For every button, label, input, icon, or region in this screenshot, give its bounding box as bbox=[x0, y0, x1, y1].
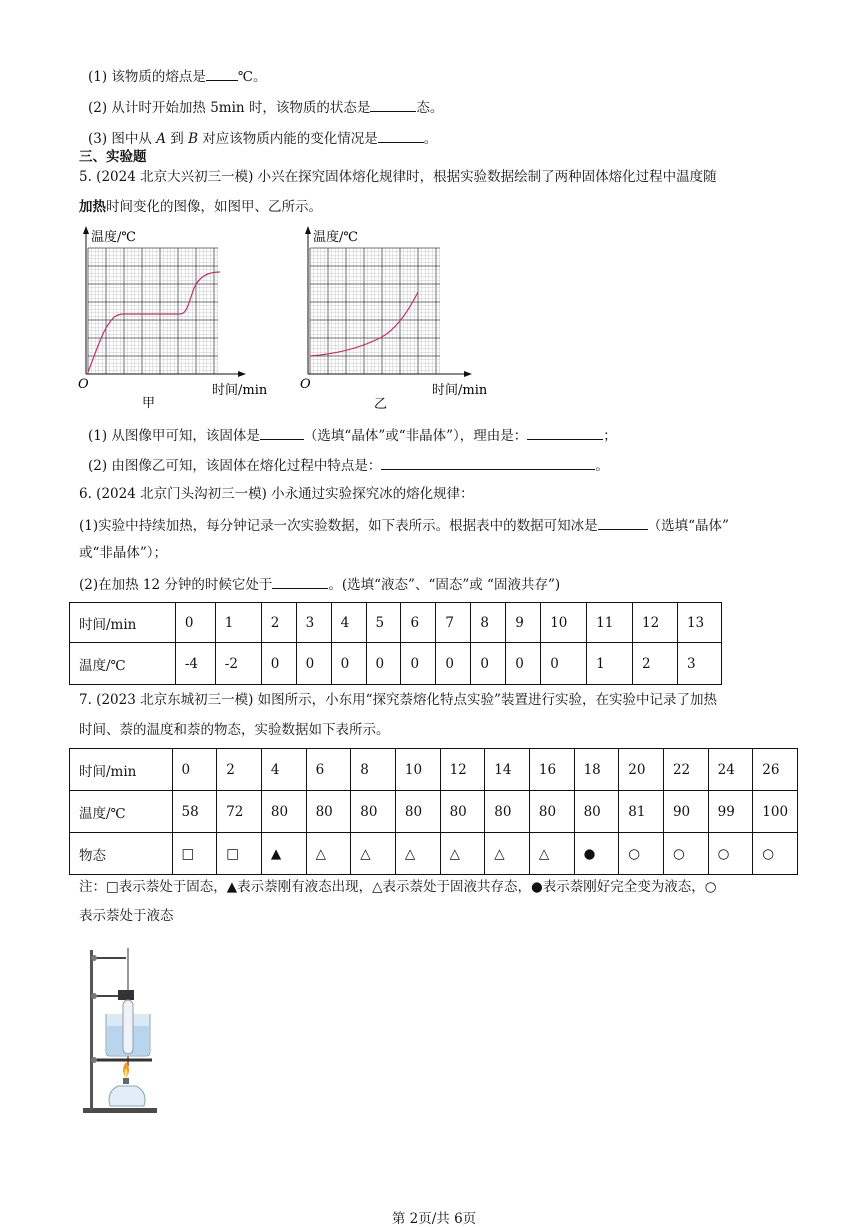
q6-line3: 或“非晶体”）； bbox=[79, 545, 168, 561]
table-cell: 0 bbox=[175, 603, 215, 643]
q7-line1: 7. (2023 北京东城初三一模) 如图所示，小东用“探究萘熔化特点实验”装置进行实验，在实验中记录了加热 bbox=[79, 692, 717, 708]
prev-q3-post: 。 bbox=[423, 131, 438, 147]
table-cell: 6 bbox=[306, 749, 351, 791]
table-cell: 3 bbox=[296, 603, 331, 643]
grid bbox=[310, 248, 440, 374]
prev-q3-mid1: 到 bbox=[165, 131, 189, 147]
x-axis-arrow bbox=[464, 371, 472, 377]
table-cell: 5 bbox=[366, 603, 401, 643]
q5-sub2-post: 。 bbox=[595, 458, 609, 474]
x-axis-arrow bbox=[238, 371, 246, 377]
table-cell: ○ bbox=[708, 833, 753, 875]
prev-q2 bbox=[88, 97, 443, 117]
table-cell: 0 bbox=[331, 643, 366, 685]
clamp-screw-mid bbox=[91, 993, 97, 999]
table-cell: 20 bbox=[619, 749, 664, 791]
point-a: A bbox=[156, 131, 166, 147]
table-cell: 24 bbox=[708, 749, 753, 791]
prev-q3 bbox=[88, 128, 437, 148]
table-cell: 0 bbox=[541, 643, 587, 685]
table-cell: 18 bbox=[574, 749, 619, 791]
table-cell: 72 bbox=[217, 791, 262, 833]
answer-blank bbox=[598, 515, 648, 530]
table-row bbox=[70, 791, 798, 833]
graph-jia-svg bbox=[74, 224, 274, 414]
table-cell: 100 bbox=[753, 791, 798, 833]
table-cell: 11 bbox=[587, 603, 633, 643]
table-cell: 12 bbox=[633, 603, 678, 643]
prev-q2-post: 态。 bbox=[416, 100, 444, 116]
table-cell: 温度/℃ bbox=[70, 791, 173, 833]
table-cell: 81 bbox=[619, 791, 664, 833]
table-cell: 0 bbox=[296, 643, 331, 685]
lamp-wick bbox=[123, 1078, 129, 1084]
ice-data-table bbox=[69, 602, 722, 685]
q5-sub1-pre: (1) 从图像甲可知，该固体是 bbox=[88, 428, 260, 444]
graph-yi bbox=[296, 224, 506, 414]
table-cell: △ bbox=[306, 833, 351, 875]
table-cell: 4 bbox=[331, 603, 366, 643]
grid bbox=[88, 248, 218, 374]
table-cell: 物态 bbox=[70, 833, 173, 875]
y-axis-arrow bbox=[305, 226, 311, 234]
prev-q3-mid2: 对应该物质内能的变化情况是 bbox=[197, 131, 378, 147]
q5-sub2-pre: (2) 由图像乙可知，该固体在熔化过程中特点是： bbox=[88, 458, 382, 474]
origin-label: O bbox=[300, 377, 311, 392]
table-cell: 14 bbox=[485, 749, 530, 791]
y-axis-arrow bbox=[83, 226, 89, 234]
table-row bbox=[70, 643, 722, 685]
table-cell: 80 bbox=[440, 791, 485, 833]
table-cell: △ bbox=[395, 833, 440, 875]
x-axis-label: 时间/min bbox=[212, 383, 268, 398]
graph-jia bbox=[74, 224, 274, 414]
q6-line2 bbox=[79, 515, 729, 535]
table-cell: 0 bbox=[471, 643, 506, 685]
table-cell: 时间/min bbox=[70, 603, 176, 643]
prev-q2-pre: (2) 从计时开始加热 5min 时，该物质的状态是 bbox=[88, 100, 371, 116]
table-cell: 0 bbox=[366, 643, 401, 685]
clamp-screw-top bbox=[91, 955, 97, 961]
table-cell: 4 bbox=[261, 749, 306, 791]
table-cell: 80 bbox=[395, 791, 440, 833]
test-tube bbox=[123, 1000, 133, 1054]
q5-sub1 bbox=[88, 425, 617, 445]
y-axis-label: 温度/℃ bbox=[313, 230, 358, 245]
table-cell: 22 bbox=[663, 749, 708, 791]
clamp-screw-low bbox=[91, 1057, 97, 1063]
table-cell: 10 bbox=[395, 749, 440, 791]
table-cell: 10 bbox=[541, 603, 587, 643]
q5-line2 bbox=[79, 198, 322, 216]
table-cell: 80 bbox=[529, 791, 574, 833]
table-cell: 13 bbox=[677, 603, 721, 643]
apparatus-svg bbox=[80, 946, 170, 1118]
origin-label: O bbox=[78, 377, 89, 392]
prev-q3-pre: (3) 图中从 bbox=[88, 131, 157, 147]
table-cell: ○ bbox=[619, 833, 664, 875]
table-cell: ○ bbox=[753, 833, 798, 875]
q5-line2-bold: 加热 bbox=[79, 199, 106, 215]
answer-blank bbox=[378, 128, 424, 143]
answer-blank bbox=[527, 425, 603, 440]
alcohol-lamp bbox=[109, 1086, 145, 1106]
q5-sub1-post: ； bbox=[603, 428, 617, 444]
table-cell: 0 bbox=[436, 643, 471, 685]
table-cell: 2 bbox=[217, 749, 262, 791]
table-cell: ▲ bbox=[261, 833, 306, 875]
q7-note2: 表示萘处于液态 bbox=[79, 908, 174, 924]
answer-blank bbox=[260, 425, 304, 440]
table-cell: △ bbox=[529, 833, 574, 875]
table-cell: 16 bbox=[529, 749, 574, 791]
table-cell: ● bbox=[574, 833, 619, 875]
q5-sub1-mid: （选填“晶体”或“非晶体”），理由是： bbox=[303, 428, 528, 444]
table-cell: 2 bbox=[261, 603, 296, 643]
stand-base bbox=[83, 1108, 157, 1113]
table-cell: 0 bbox=[261, 643, 296, 685]
table-cell: 80 bbox=[574, 791, 619, 833]
graph-yi-svg bbox=[296, 224, 506, 414]
answer-blank bbox=[370, 97, 416, 112]
table-cell: 0 bbox=[172, 749, 217, 791]
prev-q1 bbox=[88, 66, 267, 86]
table-row bbox=[70, 833, 798, 875]
q6-line2-pre: (1)实验中持续加热，每分钟记录一次实验数据，如下表所示。根据表中的数据可知冰是 bbox=[79, 518, 598, 534]
table-cell: 6 bbox=[401, 603, 436, 643]
table-cell: 8 bbox=[471, 603, 506, 643]
table-cell: ○ bbox=[663, 833, 708, 875]
table-cell: -2 bbox=[215, 643, 261, 685]
table-cell: 99 bbox=[708, 791, 753, 833]
table-cell: 8 bbox=[351, 749, 396, 791]
prev-q1-post: ℃。 bbox=[237, 69, 267, 85]
answer-blank bbox=[272, 574, 328, 589]
answer-blank bbox=[206, 66, 238, 81]
table-cell: △ bbox=[440, 833, 485, 875]
graph-caption: 甲 bbox=[142, 396, 156, 411]
table-cell: 58 bbox=[172, 791, 217, 833]
graph-caption: 乙 bbox=[374, 397, 388, 412]
table-cell: 9 bbox=[506, 603, 541, 643]
table-cell: △ bbox=[351, 833, 396, 875]
apparatus-figure bbox=[80, 946, 170, 1118]
answer-blank bbox=[381, 455, 595, 470]
q5-line1: 5. (2024 北京大兴初三一模) 小兴在探究固体熔化规律时，根据实验数据绘制了两种固体熔化过程中温度随 bbox=[79, 169, 717, 185]
table-cell: △ bbox=[485, 833, 530, 875]
point-b: B bbox=[188, 131, 198, 147]
table-cell: 1 bbox=[587, 643, 633, 685]
tube-holder bbox=[118, 990, 134, 1000]
melting-curve bbox=[88, 272, 220, 372]
table-cell: □ bbox=[217, 833, 262, 875]
table-cell: 0 bbox=[506, 643, 541, 685]
stand-rod bbox=[90, 950, 93, 1110]
q6-line1: 6. (2024 北京门头沟初三一模) 小永通过实验探究冰的熔化规律： bbox=[79, 486, 474, 502]
table-cell: 26 bbox=[753, 749, 798, 791]
table-row bbox=[70, 749, 798, 791]
table-cell: 时间/min bbox=[70, 749, 173, 791]
table-cell: □ bbox=[172, 833, 217, 875]
prev-q1-pre: (1) 该物质的熔点是 bbox=[88, 69, 206, 85]
section-title: 三、实验题 bbox=[79, 149, 147, 165]
table-cell: 12 bbox=[440, 749, 485, 791]
table-cell: 0 bbox=[401, 643, 436, 685]
q6-line4 bbox=[79, 574, 560, 594]
table-cell: 80 bbox=[261, 791, 306, 833]
table-cell: 80 bbox=[351, 791, 396, 833]
table-cell: 3 bbox=[677, 643, 721, 685]
q6-line4-post: 。(选填“液态”、“固态”或 “固液共存”) bbox=[328, 577, 561, 593]
table-row bbox=[70, 603, 722, 643]
q7-note1: 注：□表示萘处于固态，▲表示萘刚有液态出现，△表示萘处于固液共存态，●表示萘刚好完全变为液态，○ bbox=[79, 879, 717, 895]
page-footer: 第 2页/共 6页 bbox=[391, 1211, 477, 1227]
table-cell: 2 bbox=[633, 643, 678, 685]
q5-line2-rest: 时间变化的图像，如图甲、乙所示。 bbox=[106, 199, 322, 215]
q7-line2: 时间、萘的温度和萘的物态，实验数据如下表所示。 bbox=[79, 722, 390, 738]
table-cell: 80 bbox=[485, 791, 530, 833]
table-cell: 90 bbox=[663, 791, 708, 833]
naphthalene-data-table bbox=[69, 748, 798, 875]
q6-line4-pre: (2)在加热 12 分钟的时候它处于 bbox=[79, 577, 273, 593]
table-cell: 温度/℃ bbox=[70, 643, 176, 685]
table-cell: 7 bbox=[436, 603, 471, 643]
y-axis-label: 温度/℃ bbox=[91, 230, 136, 245]
q6-line2-post: （选填“晶体” bbox=[647, 518, 729, 534]
table-cell: 80 bbox=[306, 791, 351, 833]
table-cell: -4 bbox=[175, 643, 215, 685]
table-cell: 1 bbox=[215, 603, 261, 643]
x-axis-label: 时间/min bbox=[432, 383, 488, 398]
q5-sub2 bbox=[88, 455, 609, 475]
